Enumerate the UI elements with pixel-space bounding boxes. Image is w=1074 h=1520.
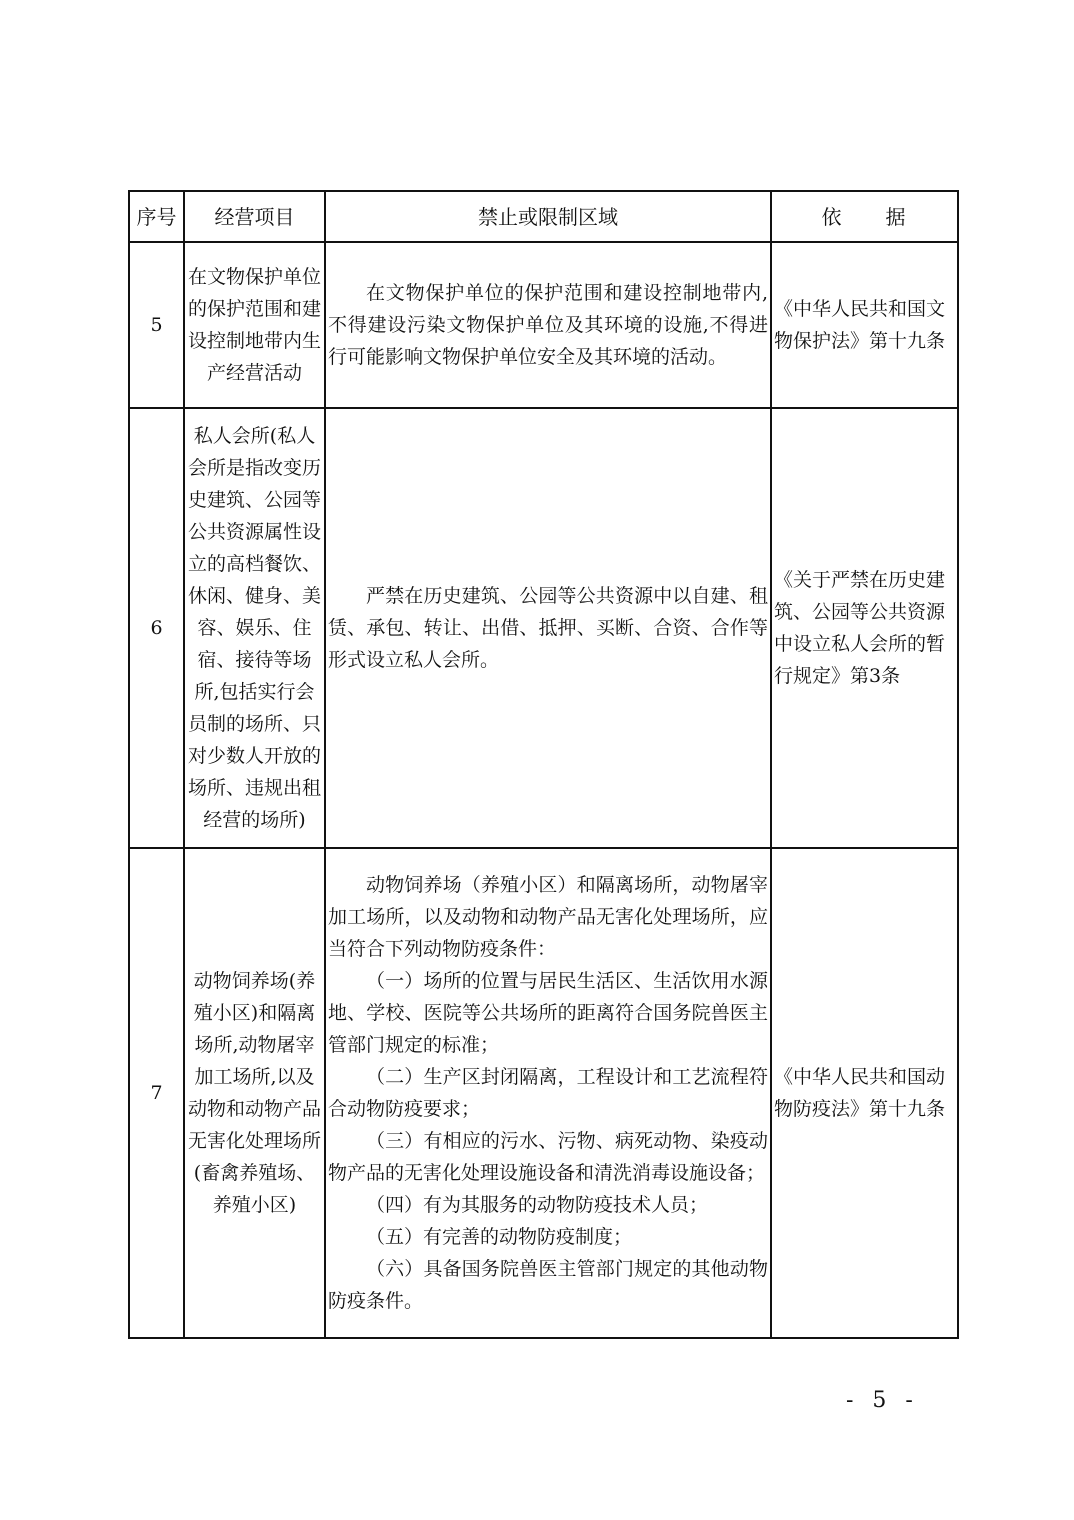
row-area <box>325 848 771 1338</box>
row-area <box>325 408 771 848</box>
row-basis: 《关于严禁在历史建筑、公园等公共资源中设立私人会所的暂行规定》第3条 <box>771 408 958 848</box>
header-item: 经营项目 <box>184 191 325 242</box>
table-row <box>129 848 958 1338</box>
area-paragraph: （二）生产区封闭隔离，工程设计和工艺流程符合动物防疫要求； <box>328 1066 768 1120</box>
row-no: 6 <box>129 408 184 848</box>
row-area <box>325 242 771 408</box>
area-paragraph: （三）有相应的污水、污物、病死动物、染疫动物产品的无害化处理设施设备和清洗消毒设施设备； <box>328 1130 768 1184</box>
page-number: - 5 - <box>846 1388 919 1413</box>
area-paragraph: （五）有完善的动物防疫制度； <box>366 1226 633 1248</box>
area-paragraph: 在文物保护单位的保护范围和建设控制地带内,不得建设污染文物保护单位及其环境的设施,不得进行可能影响文物保护单位安全及其环境的活动。 <box>328 282 768 368</box>
row-basis: 《中华人民共和国动物防疫法》第十九条 <box>771 848 958 1338</box>
regulation-table <box>128 190 959 1339</box>
area-paragraph: （四）有为其服务的动物防疫技术人员； <box>366 1194 709 1216</box>
row-item: 动物饲养场(养殖小区)和隔离场所,动物屠宰加工场所,以及动物和动物产品无害化处理场所(畜禽养殖场、养殖小区) <box>184 848 325 1338</box>
row-no: 7 <box>129 848 184 1338</box>
table-header-row <box>129 191 958 242</box>
header-basis: 依据 <box>771 191 958 242</box>
table-row <box>129 242 958 408</box>
row-basis: 《中华人民共和国文物保护法》第十九条 <box>771 242 958 408</box>
row-no: 5 <box>129 242 184 408</box>
header-area: 禁止或限制区域 <box>325 191 771 242</box>
table-row <box>129 408 958 848</box>
area-paragraph: （六）具备国务院兽医主管部门规定的其他动物防疫条件。 <box>328 1258 768 1312</box>
row-item: 私人会所(私人会所是指改变历史建筑、公园等公共资源属性设立的高档餐饮、休闲、健身、美容、娱乐、住宿、接待等场所,包括实行会员制的场所、只对少数人开放的场所、违规出租经营的场所) <box>184 408 325 848</box>
area-paragraph: 严禁在历史建筑、公园等公共资源中以自建、租赁、承包、转让、出借、抵押、买断、合资、合作等形式设立私人会所。 <box>328 585 768 671</box>
area-paragraph: （一）场所的位置与居民生活区、生活饮用水源地、学校、医院等公共场所的距离符合国务院兽医主管部门规定的标准； <box>328 970 768 1056</box>
header-no: 序号 <box>129 191 184 242</box>
row-item: 在文物保护单位的保护范围和建设控制地带内生产经营活动 <box>184 242 325 408</box>
area-paragraph: 动物饲养场（养殖小区）和隔离场所，动物屠宰加工场所，以及动物和动物产品无害化处理场所，应当符合下列动物防疫条件： <box>328 874 768 960</box>
